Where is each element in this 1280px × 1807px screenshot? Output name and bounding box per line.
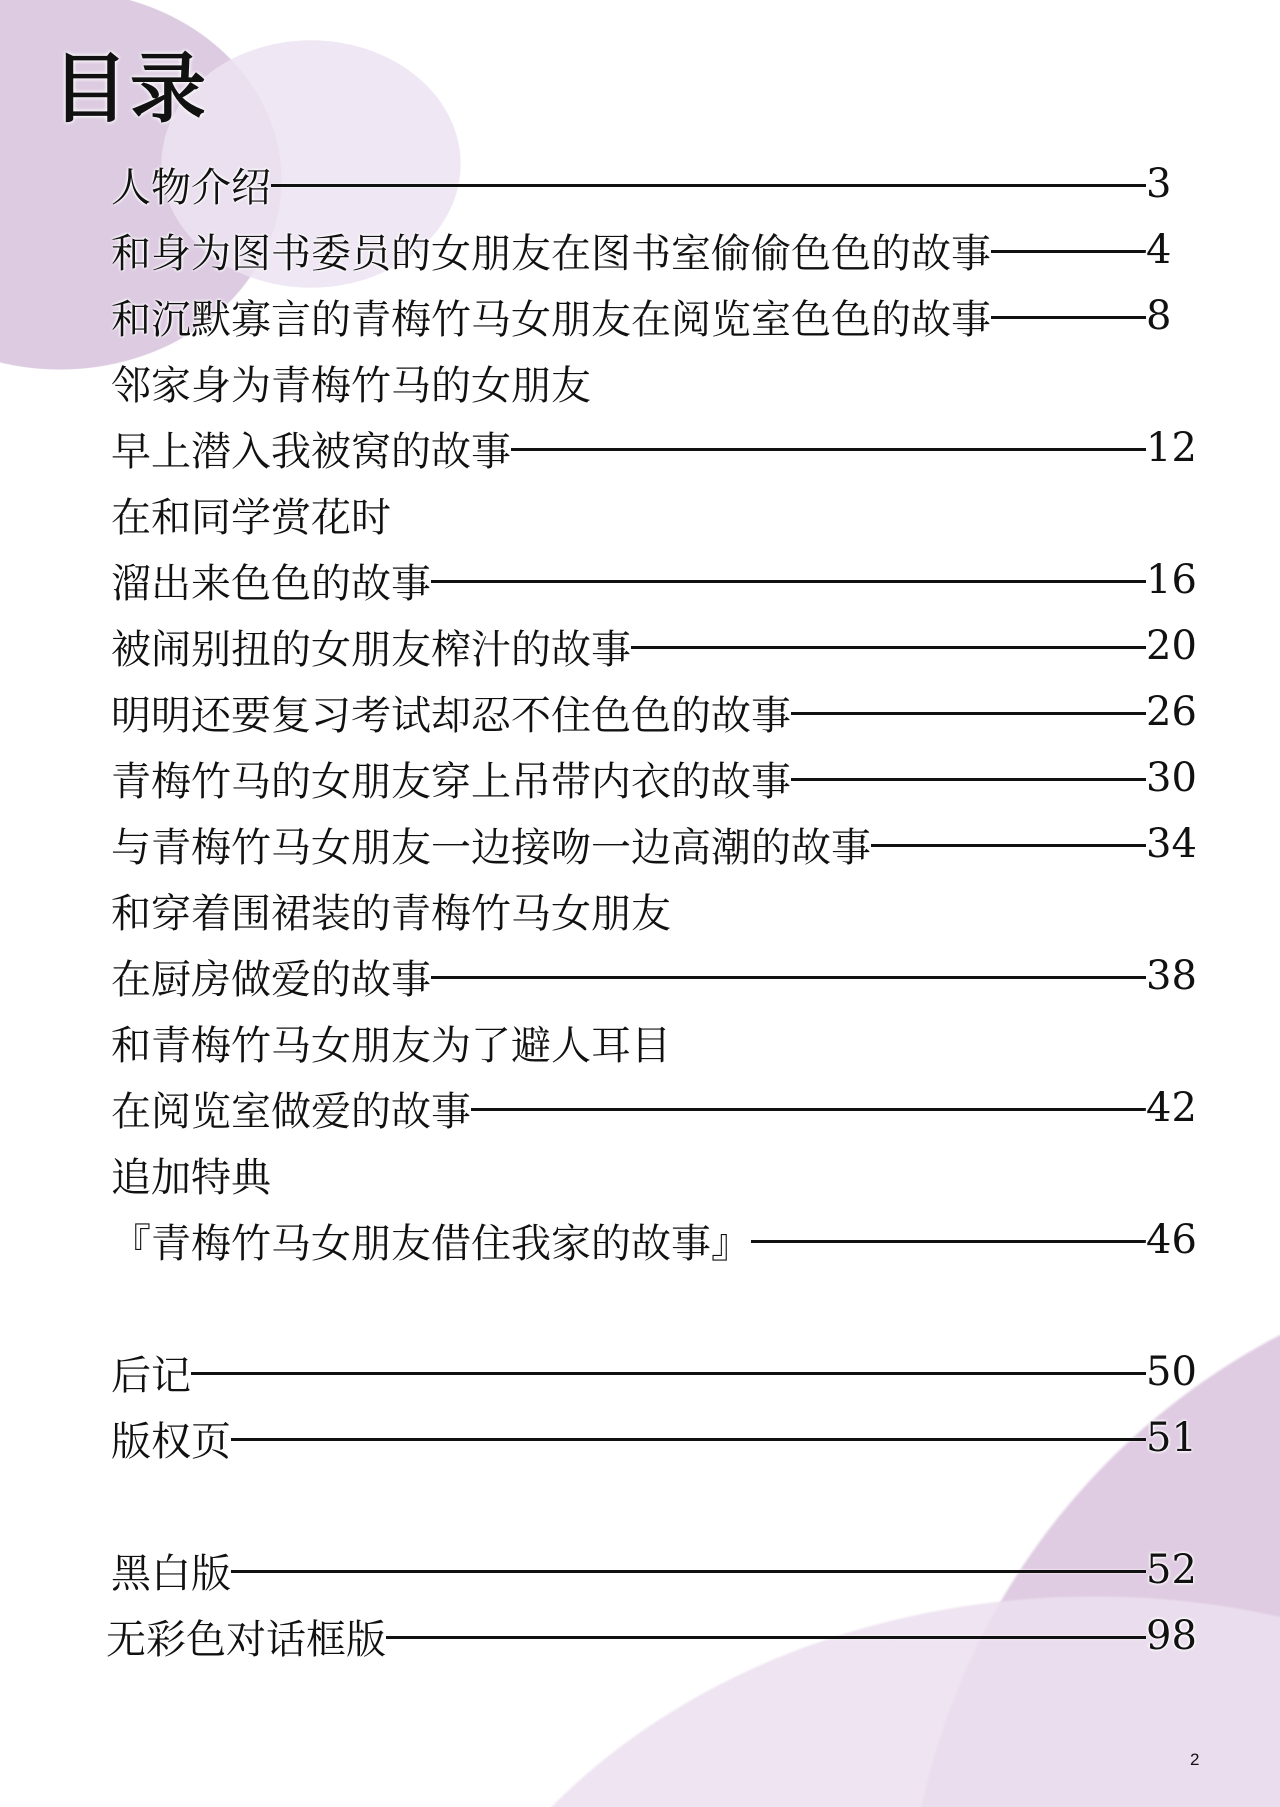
leader-line [471,1108,1146,1111]
toc-entry-title: 和沉默寡言的青梅竹马女朋友在阅览室色色的故事 [111,296,991,343]
toc-entry[interactable] [111,1207,1197,1273]
leader-line [431,580,1146,583]
toc-entry-line [111,1141,1192,1207]
toc-section [106,1537,1197,1669]
toc-entry-line [111,877,1192,943]
toc-entry-title: 与青梅竹马女朋友一边接吻一边高潮的故事 [111,824,871,871]
toc-page-number: 98 [1146,1613,1197,1659]
toc-entry[interactable] [111,679,1197,745]
toc-entry-title: 在厨房做爱的故事 [111,956,431,1003]
leader-line [631,646,1146,649]
toc-page-number: 8 [1146,293,1172,339]
leader-line [386,1636,1146,1639]
toc-entry-title: 版权页 [111,1418,231,1465]
leader-line [431,976,1146,979]
toc-page-number: 30 [1146,755,1197,801]
toc-entry[interactable] [106,1603,1197,1669]
toc-entry-title: 在阅览室做爱的故事 [111,1088,471,1135]
toc-entry-title: 人物介绍 [111,164,271,211]
toc-section [111,151,1197,1273]
toc-entry[interactable] [111,1339,1197,1405]
leader-line [231,1570,1146,1573]
leader-line [751,1240,1146,1243]
toc-entry-title: 黑白版 [111,1550,231,1597]
leader-line [871,844,1146,847]
toc-page-number: 26 [1146,689,1197,735]
toc-entry-title: 追加特典 [111,1154,271,1201]
toc-entry-line [111,481,1192,547]
toc-entry-title: 早上潜入我被窝的故事 [111,428,511,475]
toc-entry[interactable] [111,811,1197,877]
toc-entry[interactable] [111,217,1192,283]
toc-entry[interactable] [111,745,1197,811]
toc-entry[interactable] [111,1405,1197,1471]
toc-entry-title: 青梅竹马的女朋友穿上吊带内衣的故事 [111,758,791,805]
toc-page-number: 16 [1146,557,1197,603]
toc-entry[interactable] [111,943,1197,1009]
leader-line [791,778,1146,781]
toc-entry-title: 在和同学赏花时 [111,494,391,541]
leader-line [231,1438,1146,1441]
toc-page-number: 38 [1146,953,1197,999]
toc-entry-title: 被闹别扭的女朋友榨汁的故事 [111,626,631,673]
toc-entry[interactable] [111,1537,1197,1603]
leader-line [991,250,1146,253]
toc-entry-title: 明明还要复习考试却忍不住色色的故事 [111,692,791,739]
toc-entry-line [111,349,1192,415]
toc-page-number: 3 [1146,161,1172,207]
toc-page-number: 20 [1146,623,1197,669]
page-number: 2 [1190,1750,1200,1769]
toc-entry[interactable] [111,547,1197,613]
toc-entry-title: 邻家身为青梅竹马的女朋友 [111,362,591,409]
toc-section [111,1339,1197,1471]
toc-page-number: 34 [1146,821,1197,867]
toc-entry-title: 『青梅竹马女朋友借住我家的故事』 [111,1220,751,1267]
toc-entry[interactable] [111,283,1192,349]
toc-page-number: 4 [1146,227,1172,273]
toc-entry[interactable] [111,613,1197,679]
toc-page-number: 42 [1146,1085,1197,1131]
toc-page-number: 12 [1146,425,1197,471]
toc-entry-title: 和穿着围裙装的青梅竹马女朋友 [111,890,671,937]
leader-line [991,316,1146,319]
toc-page-number: 52 [1146,1547,1197,1593]
toc-page-number: 46 [1146,1217,1197,1263]
toc-entry[interactable] [111,415,1197,481]
leader-line [791,712,1146,715]
toc-page-number: 51 [1146,1415,1197,1461]
page-title: 目录 [52,44,208,133]
toc-entry-line [111,1009,1192,1075]
toc-page-number: 50 [1146,1349,1197,1395]
leader-line [271,184,1146,187]
toc-entry[interactable] [111,151,1192,217]
toc-entry-title: 无彩色对话框版 [106,1616,386,1663]
table-of-contents [106,151,1197,1669]
leader-line [191,1372,1146,1375]
toc-entry-title: 后记 [111,1352,191,1399]
toc-entry[interactable] [111,1075,1197,1141]
toc-entry-title: 和青梅竹马女朋友为了避人耳目 [111,1022,671,1069]
leader-line [511,448,1146,451]
toc-entry-title: 和身为图书委员的女朋友在图书室偷偷色色的故事 [111,230,991,277]
toc-entry-title: 溜出来色色的故事 [111,560,431,607]
